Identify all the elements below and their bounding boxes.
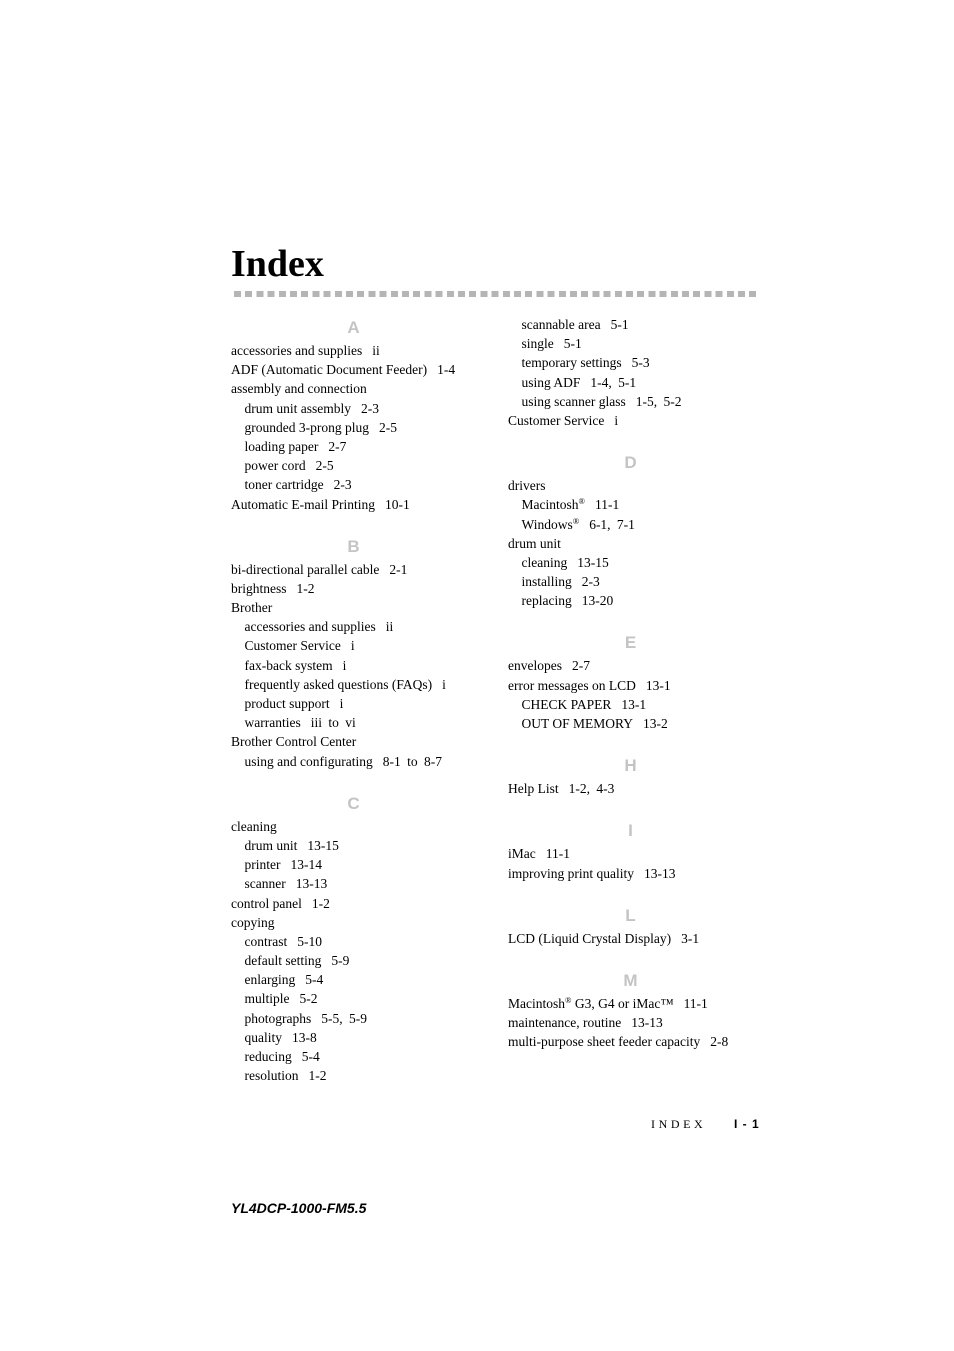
index-entry [508, 1013, 753, 1032]
index-entry [231, 379, 476, 398]
section-spacer [508, 430, 753, 450]
entry-page-ref: 13-14 [290, 857, 322, 873]
entry-page-ref: 2-3 [361, 400, 379, 416]
entry-term: scannable area [521, 317, 601, 332]
entry-page-ref: 2-8 [710, 1034, 729, 1050]
entry-page-ref: 1-4 [437, 362, 456, 378]
entry-page-ref: 2-1 [389, 561, 408, 577]
index-subentry [508, 353, 753, 372]
entry-term: CHECK PAPER [521, 696, 612, 712]
entry-page-ref: 5-1 [563, 336, 582, 352]
entry-term: temporary settings [521, 355, 622, 371]
index-subentry [508, 553, 753, 572]
entry-term: envelopes [508, 658, 562, 674]
entry-page-ref: 8-1 to 8-7 [382, 753, 442, 769]
section-spacer [508, 610, 753, 630]
index-section-letter: L [625, 905, 636, 925]
index-subentry [231, 970, 476, 989]
index-subentry [231, 1066, 476, 1085]
section-spacer [508, 798, 753, 818]
footer-section-label: INDEX [651, 1117, 707, 1131]
entry-page-ref: 2-5 [378, 419, 397, 435]
entry-term: using ADF [521, 374, 581, 390]
index-entry [508, 929, 753, 948]
entry-term: accessories and supplies [231, 343, 363, 358]
index-section-letter: A [347, 318, 360, 337]
index-subentry [508, 373, 753, 392]
entry-page-ref: 5-4 [305, 972, 324, 988]
entry-page-ref: 1-2, 4-3 [568, 781, 615, 797]
index-entry [508, 476, 753, 495]
entry-page-ref: 5-10 [297, 933, 322, 949]
entry-term: frequently asked questions (FAQs) [244, 676, 433, 692]
index-entry [231, 598, 476, 617]
entry-term: cleaning [521, 554, 568, 570]
entry-page-ref: 13-1 [645, 677, 671, 693]
index-subentry [231, 874, 476, 893]
entry-page-ref: 13-20 [581, 593, 614, 609]
entry-page-ref: 13-8 [292, 1029, 317, 1045]
index-subentry [508, 714, 753, 733]
index-section-letter: B [347, 536, 360, 556]
section-spacer [231, 514, 476, 534]
index-subentry [508, 392, 753, 411]
index-subentry [508, 695, 753, 714]
entry-page-ref: 2-7 [328, 438, 347, 454]
entry-page-ref: 2-3 [333, 477, 352, 493]
entry-term: loading paper [244, 438, 319, 454]
index-entry [508, 844, 753, 863]
index-subentry [231, 475, 476, 494]
index-column-left [231, 315, 476, 1085]
entry-term: copying [231, 914, 275, 930]
entry-term: multi-purpose sheet feeder capacity [508, 1034, 701, 1050]
entry-page-ref: 13-13 [295, 876, 328, 892]
entry-term: LCD (Liquid Crystal Display) [508, 930, 672, 946]
entry-page-ref: 5-2 [299, 991, 318, 1007]
entry-page-ref: ii [372, 343, 380, 358]
entry-page-ref: 5-9 [331, 953, 350, 969]
entry-term: fax-back system [244, 657, 333, 673]
index-subentry [231, 989, 476, 1008]
entry-page-ref: 13-1 [621, 696, 647, 712]
entry-page-ref: 13-2 [643, 716, 668, 731]
registered-mark: ® [578, 496, 585, 507]
entry-page-ref: i [339, 696, 344, 711]
index-subentry [231, 437, 476, 456]
entry-term: scanner [244, 876, 286, 892]
entry-term: enlarging [244, 972, 296, 988]
index-entry [508, 779, 753, 798]
entry-page-ref: i [614, 412, 619, 428]
index-subentry [231, 399, 476, 418]
entry-term: replacing [521, 593, 572, 609]
index-subentry [231, 836, 476, 855]
entry-term: drum unit assembly [244, 400, 351, 416]
index-subentry [508, 572, 753, 591]
entry-term: drivers [508, 478, 546, 494]
entry-term: ADF (Automatic Document Feeder) [231, 362, 428, 378]
title-dotted-rule [234, 291, 756, 297]
index-entry [508, 994, 753, 1013]
index-entry [508, 1032, 753, 1051]
entry-page-ref: 13-13 [631, 1015, 663, 1031]
index-section-letter: M [623, 970, 638, 990]
entry-term: control panel [231, 895, 302, 911]
index-subentry [231, 636, 476, 655]
index-section-letter: E [624, 633, 637, 653]
entry-term: using and configurating [244, 753, 373, 769]
section-spacer [508, 948, 753, 968]
index-subentry [231, 951, 476, 970]
entry-term: maintenance, routine [508, 1015, 622, 1031]
index-subentry [231, 694, 476, 713]
index-entry [508, 676, 753, 695]
index-subentry [231, 617, 476, 636]
entry-page-ref: 1-5, 5-2 [635, 393, 682, 409]
page-title: Index [231, 243, 324, 285]
entry-term: printer [244, 857, 281, 873]
entry-page-ref: 1-2 [308, 1068, 327, 1084]
index-entry [231, 732, 476, 751]
entry-page-ref: i [350, 638, 355, 654]
entry-term: improving print quality [508, 865, 634, 881]
entry-page-ref: 1-4, 5-1 [590, 374, 637, 390]
index-entry [508, 656, 753, 675]
section-spacer [231, 771, 476, 791]
footer-page-number: I - 1 [734, 1117, 760, 1131]
index-subentry [508, 334, 753, 353]
entry-page-ref: 5-5, 5-9 [321, 1010, 367, 1026]
entry-term: Customer Service [244, 638, 341, 654]
entry-page-ref: 5-3 [631, 355, 650, 371]
entry-term: product support [244, 696, 330, 711]
entry-page-ref: ii [385, 619, 394, 635]
entry-page-ref: 2-7 [571, 658, 590, 674]
entry-term: resolution [244, 1068, 299, 1084]
entry-term: toner cartridge [244, 477, 324, 493]
entry-page-ref: 11-1 [683, 995, 708, 1011]
entry-term: default setting [244, 953, 322, 969]
registered-mark: ® [565, 994, 572, 1005]
entry-term: photographs [244, 1010, 312, 1026]
entry-term: using scanner glass [521, 393, 626, 409]
index-entry [231, 360, 476, 379]
entry-term: Automatic E-mail Printing [231, 496, 375, 512]
entry-term: error messages on LCD [508, 677, 636, 693]
index-entry [231, 817, 476, 836]
entry-term: Help List [508, 781, 559, 797]
index-section-letter: H [624, 756, 637, 776]
entry-term: cleaning [231, 818, 277, 834]
index-entry [231, 579, 476, 598]
document-code: YL4DCP-1000-FM5.5 [231, 1200, 367, 1216]
entry-page-ref: 11-1 [594, 497, 620, 513]
index-subentry [508, 495, 753, 514]
entry-page-ref: 6-1, 7-1 [589, 516, 635, 532]
entry-term: bi-directional parallel cable [231, 561, 380, 577]
entry-term: Windows [521, 516, 573, 532]
index-subentry [231, 656, 476, 675]
index-subentry [231, 675, 476, 694]
entry-page-ref: i [442, 676, 446, 692]
entry-term: assembly and connection [231, 381, 367, 397]
index-entry [508, 864, 753, 883]
entry-page-ref: iii to vi [310, 715, 356, 731]
entry-page-ref: 13-15 [577, 554, 609, 570]
entry-term: Brother Control Center [231, 734, 357, 750]
entry-page-ref: 2-5 [315, 458, 334, 474]
index-entry [231, 495, 476, 514]
index-subentry [231, 1028, 476, 1047]
index-section-letter: D [624, 453, 637, 473]
entry-term: Brother [231, 600, 273, 616]
entry-page-ref: 1-2 [311, 895, 330, 911]
section-spacer [508, 733, 753, 753]
index-subentry [508, 515, 753, 534]
index-column-right [508, 315, 753, 1052]
entry-term: accessories and supplies [244, 619, 376, 635]
entry-term: Macintosh [508, 995, 565, 1011]
entry-term: Customer Service [508, 412, 605, 428]
entry-term: contrast [244, 933, 288, 949]
index-subentry [231, 456, 476, 475]
entry-term: drum unit [508, 535, 561, 551]
entry-page-ref: 13-13 [644, 865, 676, 881]
index-entry [231, 341, 476, 360]
entry-page-ref: 5-1 [610, 317, 629, 332]
entry-page-ref: 3-1 [681, 930, 700, 946]
entry-term: warranties [244, 715, 301, 731]
index-subentry [231, 1047, 476, 1066]
entry-term: OUT OF MEMORY [521, 716, 634, 731]
index-subentry [508, 591, 753, 610]
section-spacer [508, 883, 753, 903]
entry-term: drum unit [244, 837, 298, 853]
index-entry [508, 534, 753, 553]
index-subentry [231, 855, 476, 874]
entry-page-ref: i [342, 657, 347, 673]
entry-term: installing [521, 574, 572, 590]
entry-term: Macintosh [521, 497, 579, 513]
entry-page-ref: 10-1 [384, 496, 410, 512]
entry-term: single [521, 336, 554, 352]
entry-term: power cord [244, 458, 306, 474]
entry-page-ref: 11-1 [545, 846, 570, 862]
entry-page-ref: 1-2 [296, 580, 315, 596]
index-subentry [231, 932, 476, 951]
index-section-letter: C [347, 793, 360, 813]
index-subentry [508, 315, 753, 334]
index-subentry [231, 1009, 476, 1028]
entry-term-tail: G3, G4 or iMac™ [571, 995, 674, 1011]
entry-term: brightness [231, 580, 287, 596]
index-subentry [231, 418, 476, 437]
index-subentry [231, 752, 476, 771]
entry-page-ref: 13-15 [307, 837, 339, 853]
entry-term: grounded 3-prong plug [244, 419, 369, 435]
index-subentry [231, 713, 476, 732]
entry-term: reducing [244, 1049, 292, 1064]
entry-page-ref: 5-4 [301, 1049, 320, 1064]
index-entry [231, 560, 476, 579]
index-entry [231, 913, 476, 932]
entry-term: quality [244, 1029, 282, 1045]
index-section-letter: I [628, 821, 633, 841]
index-entry [508, 411, 753, 430]
registered-mark: ® [572, 515, 580, 526]
entry-page-ref: 2-3 [581, 574, 600, 590]
entry-term: multiple [244, 991, 290, 1007]
entry-term: iMac [508, 846, 536, 862]
index-entry [231, 894, 476, 913]
